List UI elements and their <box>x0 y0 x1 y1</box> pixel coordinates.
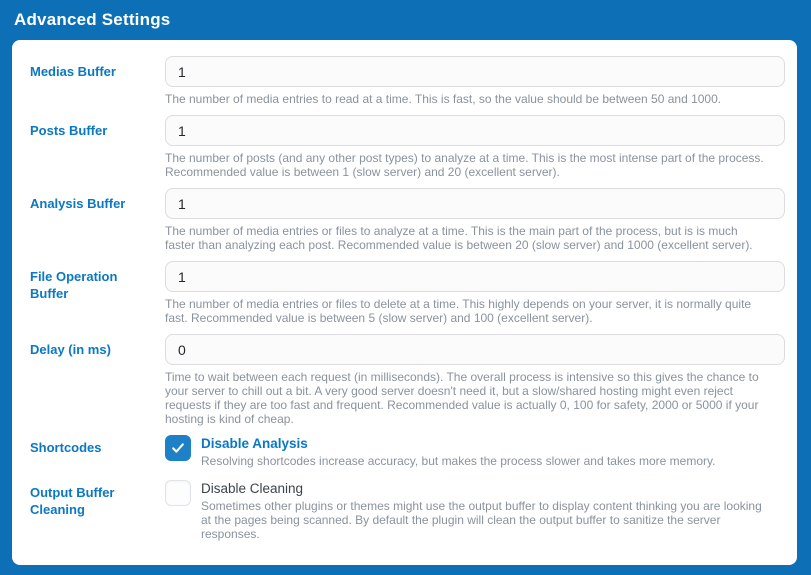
setting-label-medias-buffer: Medias Buffer <box>30 64 116 79</box>
posts-buffer-input[interactable] <box>165 115 785 146</box>
settings-row <box>30 115 785 179</box>
setting-description: The number of media entries or files to analyze at a time. This is the main part of the process, but is is much faster than analyzing each post. Recommended value is between 20 (slow server) and 1000 (excellent server). <box>165 224 753 252</box>
setting-label-analysis-buffer: Analysis Buffer <box>30 196 126 211</box>
setting-label-posts-buffer: Posts Buffer <box>30 123 108 138</box>
setting-description: The number of posts (and any other post types) to analyze at a time. This is the most intense part of the process. Recommended value is between 1 (slow server) and 20 (excellent server). <box>165 151 764 179</box>
file-operation-buffer-input[interactable] <box>165 261 785 292</box>
settings-row <box>30 188 785 252</box>
setting-description: Sometimes other plugins or themes might use the output buffer to display content thinking you are looking at the pages being scanned. By default the plugin will clean the output buffer to sanitize the server responses. <box>201 499 762 541</box>
setting-description: Resolving shortcodes increase accuracy, but makes the process slower and takes more memory. <box>201 454 716 468</box>
analysis-buffer-input[interactable] <box>165 188 785 219</box>
settings-card <box>12 40 797 565</box>
delay-in-ms-input[interactable] <box>165 334 785 365</box>
setting-label-shortcodes: Shortcodes <box>30 440 102 455</box>
disable-cleaning-checkbox-label[interactable]: Disable Cleaning <box>201 481 304 496</box>
disable-analysis-checkbox[interactable] <box>165 435 191 461</box>
settings-row <box>30 480 785 541</box>
setting-label-output-buffer-cleaning: Output Buffer Cleaning <box>30 485 115 517</box>
setting-label-delay-in-ms: Delay (in ms) <box>30 342 111 357</box>
setting-label-file-operation-buffer: File Operation Buffer <box>30 269 118 301</box>
setting-description: The number of media entries or files to delete at a time. This highly depends on your server, it is normally quite fast. Recommended value is between 5 (slow server) and 100 (excellent server). <box>165 297 752 325</box>
medias-buffer-input[interactable] <box>165 56 785 87</box>
disable-cleaning-checkbox[interactable] <box>165 480 191 506</box>
settings-row <box>30 261 785 325</box>
settings-row <box>30 334 785 426</box>
setting-description: The number of media entries to read at a time. This is fast, so the value should be between 50 and 1000. <box>165 92 722 106</box>
checkmark-icon <box>170 440 186 456</box>
settings-row <box>30 56 785 106</box>
disable-analysis-checkbox-label[interactable]: Disable Analysis <box>201 436 308 451</box>
setting-description: Time to wait between each request (in milliseconds). The overall process is intensive so this gives the chance to your server to chill out a bit. A very good server doesn't need it, but a slow/shared hosting might even reject requests if they are too fast and frequent. Recommended value is actually 0, 100 for safety, 2000 or 5000 if your hosting is kind of cheap. <box>165 370 759 426</box>
page-header <box>0 0 811 40</box>
settings-row <box>30 435 785 468</box>
page-title: Advanced Settings <box>14 10 171 29</box>
